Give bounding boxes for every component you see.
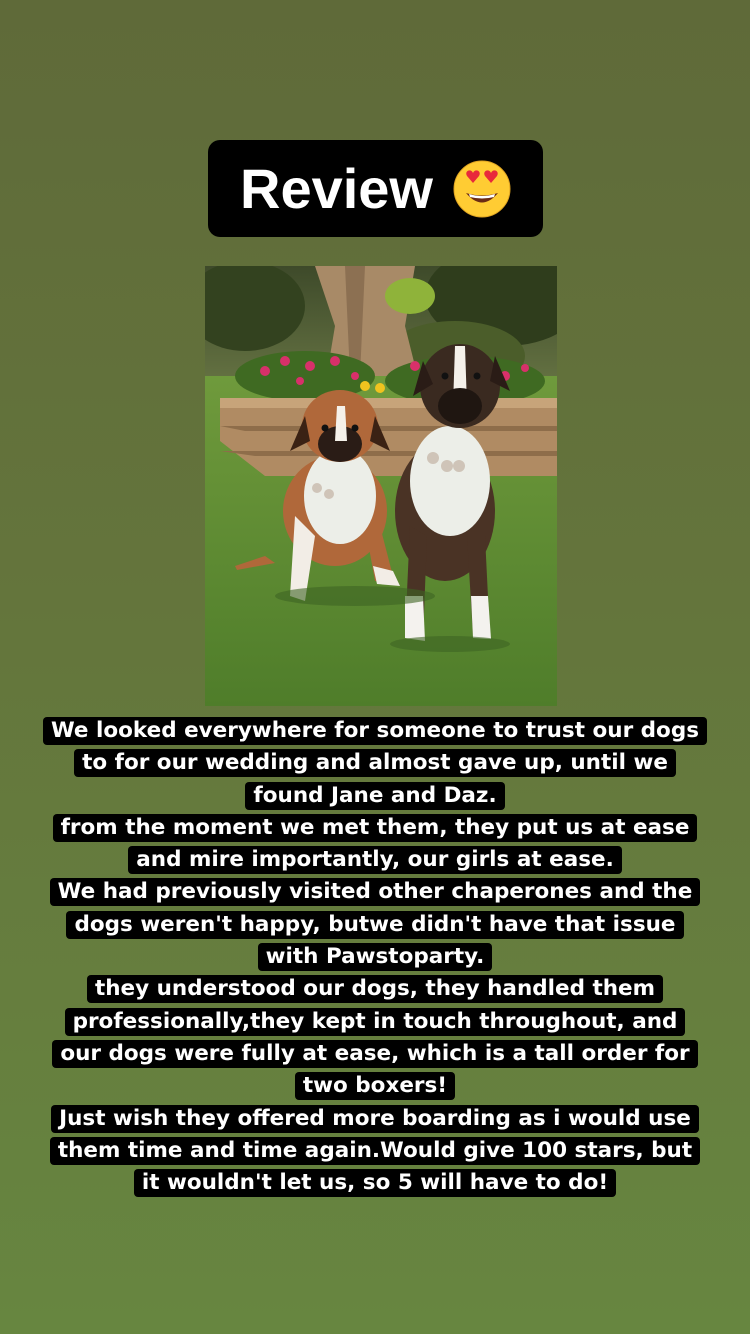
title-badge (208, 140, 543, 237)
heart-eyes-emoji-icon (453, 160, 511, 218)
review-line: We looked everywhere for someone to trust our dogs (30, 715, 720, 747)
dogs-photo (205, 266, 557, 706)
review-line: We had previously visited other chaperones and the (30, 876, 720, 908)
review-text (30, 715, 720, 1199)
review-line: professionally,they kept in touch throughout, and (30, 1006, 720, 1038)
review-line: our dogs were fully at ease, which is a tall order for (30, 1038, 720, 1070)
review-line: them time and time again.Would give 100 stars, but (30, 1135, 720, 1167)
review-line: and mire importantly, our girls at ease. (30, 844, 720, 876)
review-line: from the moment we met them, they put us at ease (30, 812, 720, 844)
review-line: they understood our dogs, they handled them (30, 973, 720, 1005)
review-line: two boxers! (30, 1070, 720, 1102)
review-line: to for our wedding and almost gave up, until we (30, 747, 720, 779)
review-line: dogs weren't happy, butwe didn't have that issue (30, 909, 720, 941)
review-line: with Pawstoparty. (30, 941, 720, 973)
review-line: found Jane and Daz. (30, 780, 720, 812)
review-line: Just wish they offered more boarding as i would use (30, 1103, 720, 1135)
story-title: Review (240, 156, 433, 220)
review-line: it wouldn't let us, so 5 will have to do! (30, 1167, 720, 1199)
two-boxer-dogs-image (205, 266, 557, 706)
